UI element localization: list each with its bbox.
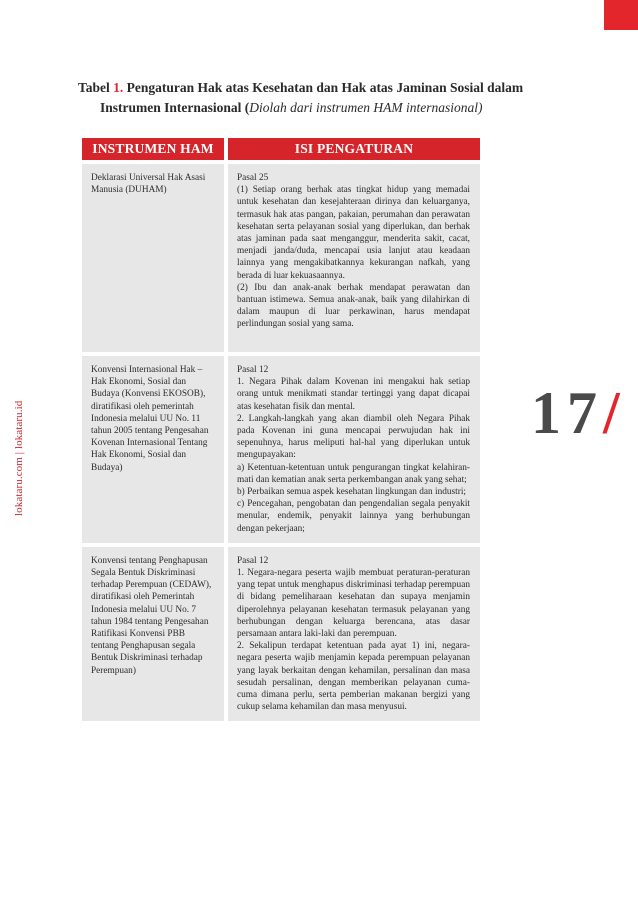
content-paragraph: (1) Setiap orang berhak atas tingkat hidup yang memadai untuk kesehatan dan kesejahteraan dirinya dan keluarganya, termasuk hak atas pangan, pakaian, perumahan dan perawatan kesehatan serta pelayanan sosial yang diperlukan, dan berhak atas jaminan pada saat menganggur, menderita sakit, cacat, menjadi janda/duda, mencapai usia lanjut atau keadaan lainnya yang mengakibatkannya kekurangan nafkah, yang berada di luar kekuasaannya. (237, 185, 470, 281)
caption-number: 1. (113, 80, 124, 95)
content-paragraph: a) Ketentuan-ketentuan untuk pengurangan tingkat kelahiran-mati dan kematian anak serta perkembangan anak yang sehat; (237, 462, 470, 485)
instrument-cell: Konvensi tentang Penghapusan Segala Bentuk Diskriminasi terhadap Perempuan (CEDAW), diratifikasi oleh Pemerintah Indonesia melalui UU No. 7 tahun 1984 tentang Pengesahan Ratifikasi Konvensi PBB tentang Penghapusan segala Bentuk Diskriminasi terhadap Perempuan) (82, 547, 224, 722)
caption-title: Pengaturan Hak atas Kesehatan dan Hak atas Jaminan Sosial dalam (126, 80, 524, 95)
content-paragraph: 1. Negara Pihak dalam Kovenan ini mengakui hak setiap orang untuk menikmati standar tertinggi yang dapat dicapai atas kesehatan fisik dan mental. (237, 377, 470, 412)
caption-source: Diolah dari instrumen HAM internasional) (249, 100, 483, 115)
table-row (82, 547, 480, 722)
content-cell (228, 164, 480, 352)
regulation-table (78, 134, 484, 725)
content-paragraph: (2) Ibu dan anak-anak berhak mendapat perawatan dan bantuan istimewa. Semua anak-anak, baik yang dilahirkan di dalam maupun di luar perkawinan, harus mendapat perlindungan sosial yang sama. (237, 282, 470, 330)
content-paragraph: b) Perbaikan semua aspek kesehatan lingkungan dan industri; (237, 487, 467, 498)
content-paragraph: Pasal 25 (237, 173, 269, 183)
table-header-row (82, 138, 480, 160)
content-paragraph: Pasal 12 (237, 365, 269, 375)
caption-line2 (78, 98, 538, 118)
instrument-cell: Konvensi Internasional Hak – Hak Ekonomi, Sosial dan Budaya (Konvensi EKOSOB), diratifikasi oleh pemerintah Indonesia melalui UU No. 11 tahun 2005 tentang Pengesahan Kovenan Internasional Tentang Hak Ekonomi, Sosial dan Budaya) (82, 356, 224, 543)
table-row (82, 356, 480, 543)
content-cell (228, 356, 480, 543)
content-paragraph: c) Pencegahan, pengobatan dan pengendalian segala penyakit menular, endemik, penyakit lainnya yang berhubungan dengan pekerjaan; (237, 499, 470, 534)
caption-title2: Instrumen Internasional (100, 100, 242, 115)
corner-tab (604, 0, 638, 30)
content-paragraph: Pasal 12 (237, 555, 269, 566)
side-url-text: lokataru.com | lokataru.id (13, 400, 25, 516)
caption-label: Tabel (78, 80, 110, 95)
content-paragraph: 1. Negara-negara peserta wajib membuat peraturan-peraturan yang tepat untuk menghapus diskriminasi terhadap perempuan di bidang pemeliharaan kesehatan dan supaya menjamin diperolehnya pelayanan kesehatan termasuk pelayanan yang berhubungan dengan keluarga berencana, atas dasar persamaan antara laki-laki dan perempuan. (237, 568, 470, 640)
header-isi: ISI PENGATURAN (228, 138, 480, 160)
page-number-value: 17 (531, 380, 603, 446)
table-caption (78, 78, 538, 118)
content-paragraph: 2. Langkah-langkah yang akan diambil oleh Negara Pihak pada Kovenan ini guna mencapai perwujudan hak ini sepenuhnya, harus meliputi hal-hal yang diperlukan untuk mengupayakan: (237, 413, 470, 461)
page-number-slash: / (603, 380, 626, 446)
content-cell (228, 547, 480, 722)
header-instrumen: INSTRUMEN HAM (82, 138, 224, 160)
instrument-cell: Deklarasi Universal Hak Asasi Manusia (DUHAM) (82, 164, 224, 352)
page-number (531, 382, 626, 444)
content-paragraph: 2. Sekalipun terdapat ketentuan pada ayat 1) ini, negara-negara peserta wajib menjamin kepada perempuan pelayanan yang layak berkaitan dengan kehamilan, persalinan dan masa sesudah persalinan, dengan memberikan pelayanan cuma-cuma dimana perlu, serta pemberian makanan bergizi yang cukup selama kehamilan dan masa menyusui. (237, 641, 470, 713)
caption-paren: ( (244, 100, 250, 115)
table-row (82, 164, 480, 352)
